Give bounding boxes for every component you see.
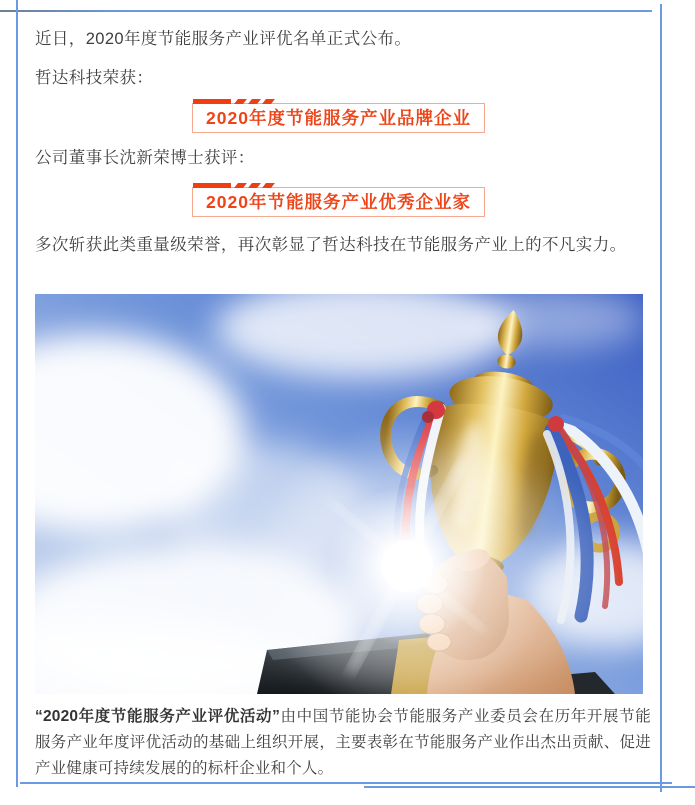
slash-icon — [234, 99, 247, 104]
page-border-top — [0, 10, 652, 12]
slash-icon — [262, 183, 275, 188]
photo-caption — [35, 704, 651, 782]
award-badge-label: 2020年节能服务产业优秀企业家 — [206, 192, 471, 212]
slash-decoration-icon — [193, 99, 278, 104]
trophy-photo[interactable] — [35, 294, 643, 694]
slash-decoration-icon — [193, 183, 278, 188]
award-badge-row-brand — [16, 103, 661, 133]
paragraph-chairman-award: 公司董事长沈新荣博士获评： — [35, 149, 255, 167]
award-badge-label: 2020年度节能服务产业品牌企业 — [206, 108, 471, 128]
award-badge-outstanding-entrepreneur — [192, 187, 485, 217]
paragraph-intro: 近日，2020年度节能服务产业评优名单正式公布。 — [35, 30, 412, 48]
caption-title: “2020年度节能服务产业评优活动” — [35, 708, 281, 725]
slash-icon — [234, 183, 247, 188]
paragraph-company-award: 哲达科技荣获： — [35, 69, 154, 87]
caption-body: 由中国节能协会节能服务产业委员会在历年开展节能服务产业年度评优活动的基础上组织开展，主要表彰在节能服务产业作出杰出贡献、促进产业健康可持续发展的的标杆企业和个人。 — [35, 708, 651, 777]
page-border-bottom — [20, 782, 672, 784]
slash-icon — [262, 99, 275, 104]
award-badge-row-entrepreneur — [16, 187, 661, 217]
decoration-bar — [193, 99, 231, 104]
trophy-photo-illustration — [35, 294, 643, 694]
award-badge-brand-enterprise — [192, 103, 485, 133]
slash-icon — [248, 99, 261, 104]
page-border-bottom-secondary — [364, 786, 695, 788]
paragraph-summary: 多次斩获此类重量级荣誉，再次彰显了哲达科技在节能服务产业上的不凡实力。 — [35, 236, 627, 254]
slash-icon — [248, 183, 261, 188]
decoration-bar — [193, 183, 231, 188]
